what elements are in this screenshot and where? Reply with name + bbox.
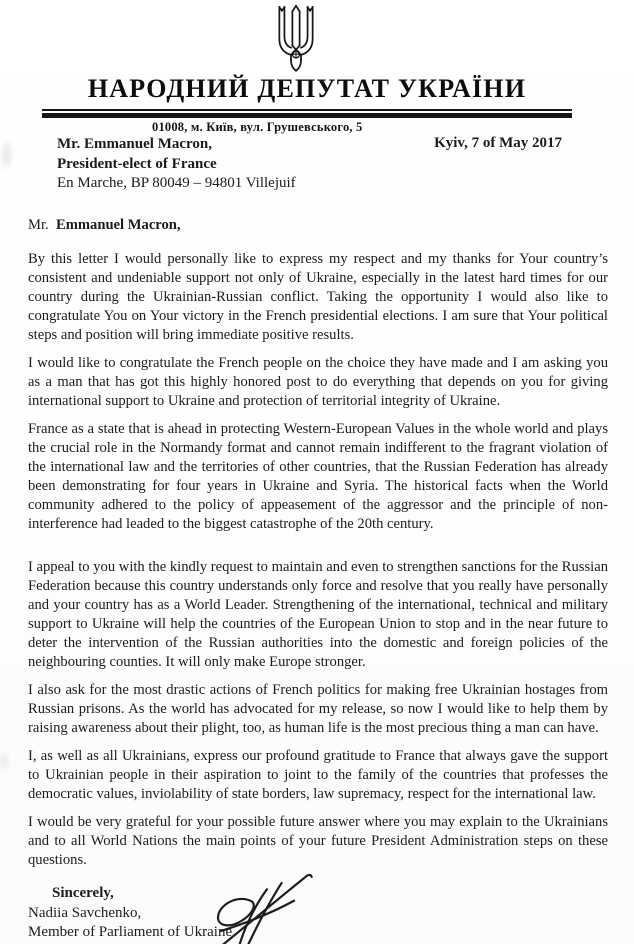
body-paragraph-1: By this letter I would personally like to express my respect and my thanks for Your country’s consistent and undeniable support not only of Ukraine, especially in the latest hard times for our country during the Ukrainian-Russian conflict. Taking the opportunity I would also like to congratulate You on Your victory in the French presidential elections. I am sure that Your political steps and position will bring immediate positive results.	[28, 251, 608, 343]
salutation	[28, 216, 608, 235]
recipient-name: Mr. Emmanuel Macron,	[57, 136, 212, 152]
body-paragraph-3: France as a state that is ahead in protecting Western-European Values in the whole world and plays the crucial role in the Normandy format and cannot remain indifferent to the fragrant violation of the international law and the territories of other countries, that the Russian Federation has already been demonstrating for four years in Ukraine and Syria. The historical facts when the World community adhered to the policy of appeasement of the aggressor and the principle of non-interference had leaded to the biggest catastrophe of the 20th century.	[28, 421, 608, 532]
closing-name: Nadiia Savchenko,	[28, 904, 142, 921]
closing-title: Member of Parliament of Ukraine	[28, 924, 233, 940]
closing-sincerely: Sincerely,	[52, 885, 114, 901]
recipient-title: President-elect of France	[57, 155, 217, 172]
salutation-prefix: Mr.	[28, 217, 49, 233]
salutation-name: Emmanuel Macron,	[55, 217, 181, 233]
letterhead-address: 01008, м. Київ, вул. Грушевського, 5	[152, 120, 363, 134]
closing-block	[28, 884, 608, 943]
scan-artifact	[0, 753, 8, 769]
body-paragraph-7: I would be very grateful for your possible future answer where you may explain to the Ukrainians and to all World Nations the main points of your future President Administration steps on these questions.	[28, 814, 608, 868]
recipient-address: En Marche, BP 80049 – 94801 Villejuif	[57, 175, 296, 191]
body-paragraph-5: I also ask for the most drastic actions of French politics for making free Ukrainian hostages from Russian prisons. As the world has advocated for my release, so now I would like to help them by raising awareness about their plight, too, as human life is the most precious thing a man can have.	[28, 682, 608, 736]
letterhead-title: НАРОДНИЙ ДЕПУТАТ УКРАЇНИ	[87, 74, 527, 103]
body-paragraph-4: I appeal to you with the kindly request to maintain and even to strengthen sanctions for the Russian Federation because this country understands only force and resolve that you really have personally and your country has as a World Leader. Strengthening of the international, technical and military support to Ukraine will help the countries of the European Union to stop and in the near future to deter the intervention of the Russian authorities into the domestic and foreign policies of the neighbouring counties. It will only make Europe stronger.	[28, 559, 608, 670]
body-paragraph-2: I would like to congratulate the French people on the choice they have made and I am asking you as a man that has got this highly honored post to do everything that depends on you for giving international support to Ukraine and protection of territorial integrity of Ukraine.	[28, 355, 608, 409]
letter-body	[28, 0, 608, 943]
body-paragraph-6: I, as well as all Ukrainians, express our profound gratitude to France that always gave the support to Ukrainian people in their aspiration to joint to the family of the countries that professes the democratic values, inviolability of state borders, law supremacy, respect for the international law.	[28, 748, 608, 802]
scan-artifact	[2, 142, 11, 168]
date-line: Kyiv, 7 of May 2017	[434, 135, 562, 151]
